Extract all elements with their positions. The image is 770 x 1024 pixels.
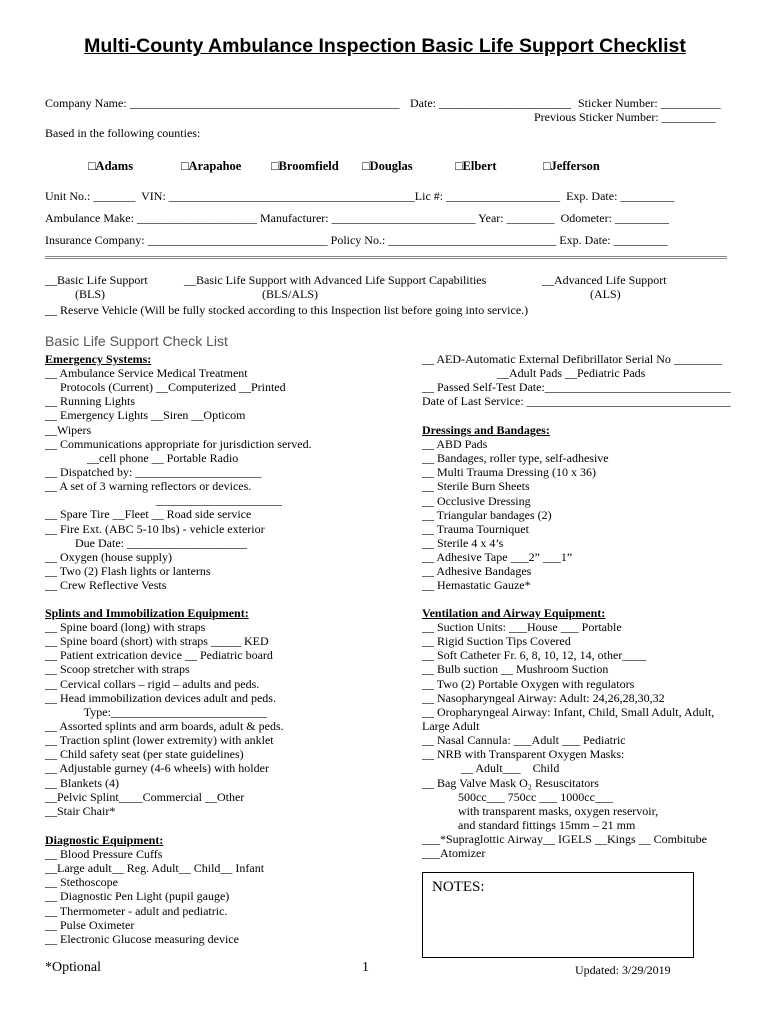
checklist-item[interactable]: Protocols (Current) __Computerized __Printed	[45, 380, 286, 395]
county-checkbox-douglas[interactable]: □Douglas	[362, 159, 413, 173]
company-name-field[interactable]: Company Name: _____________________________________________	[45, 96, 400, 110]
emergency-list	[45, 366, 312, 592]
checklist-item[interactable]: __ Two (2) Portable Oxygen with regulators	[422, 676, 635, 691]
county-checkbox-elbert[interactable]: □Elbert	[455, 159, 497, 173]
unit-vin-row[interactable]: Unit No.: _______ VIN: _________________________________________Lic #: ___________________ Exp. Date: _________	[45, 189, 675, 203]
checklist-item[interactable]: __ Communications appropriate for jurisdiction served.	[45, 436, 312, 451]
county-checkbox-jefferson[interactable]: □Jefferson	[543, 159, 600, 173]
checklist-item[interactable]: __ Adhesive Tape ___2” ___1”	[422, 550, 573, 565]
checklist-item[interactable]: 500cc___ 750cc ___ 1000cc___	[422, 789, 613, 804]
checklist-item[interactable]: __ NRB with Transparent Oxygen Masks:	[422, 747, 625, 762]
checklist-item[interactable]: __ Nasopharyngeal Airway: Adult: 24,26,28,30,32	[422, 690, 665, 705]
level-bls-option[interactable]: __Basic Life Support (BLS)	[45, 273, 148, 302]
checklist-item[interactable]: __ Stethoscope	[45, 875, 118, 890]
notes-label: NOTES:	[432, 879, 485, 895]
ventilation-heading: Ventilation and Airway Equipment:	[422, 606, 606, 620]
checklist-item[interactable]: Date of Last Service: __________________________________	[422, 394, 731, 409]
checklist-item[interactable]: __ Bulb suction __ Mushroom Suction	[422, 662, 609, 677]
insurance-row[interactable]: Insurance Company: ______________________________ Policy No.: ____________________________ Exp. Date: _________	[45, 233, 668, 247]
checklist-item[interactable]: __Pelvic Splint____Commercial __Other	[45, 789, 245, 804]
checklist-item[interactable]: __ Fire Ext. (ABC 5-10 lbs) - vehicle exterior	[45, 521, 265, 536]
checklist-item[interactable]: __ Adhesive Bandages	[422, 564, 532, 579]
checklist-item[interactable]: __ Patient extrication device __ Pediatric board	[45, 648, 273, 663]
checklist-item[interactable]: __ Traction splint (lower extremity) with anklet	[45, 733, 274, 748]
checklist-item[interactable]: __ Spine board (long) with straps	[45, 620, 206, 634]
checklist-item[interactable]: __ Nasal Cannula: ___Adult ___ Pediatric	[422, 733, 626, 748]
checklist-item[interactable]: __ Crew Reflective Vests	[45, 578, 167, 593]
checklist-item[interactable]: __ Rigid Suction Tips Covered	[422, 634, 571, 649]
checklist-item[interactable]: Type:__________________________	[45, 704, 267, 719]
checklist-item[interactable]: __ Spine board (short) with straps _____ KED	[45, 634, 269, 649]
checklist-item[interactable]: __Adult Pads __Pediatric Pads	[422, 366, 646, 381]
checklist-item[interactable]: __ Dispatched by: _____________________	[45, 464, 262, 479]
checklist-item[interactable]: __ Scoop stretcher with straps	[45, 662, 190, 677]
checklist-item[interactable]: __ Spare Tire __Fleet __ Road side service	[45, 507, 252, 522]
checklist-item[interactable]: __ Electronic Glucose measuring device	[45, 931, 239, 946]
updated-date: Updated: 3/29/2019	[575, 963, 671, 977]
checklist-item[interactable]: __ Running Lights	[45, 394, 136, 409]
checklist-item[interactable]: __Stair Chair*	[45, 803, 116, 818]
checklist-item[interactable]: __ Adult___ Child	[422, 761, 560, 776]
checklist-item[interactable]: __ ABD Pads	[422, 437, 488, 451]
checklist-item[interactable]: Large Adult	[422, 718, 480, 733]
emergency-heading: Emergency Systems:	[45, 352, 152, 366]
page-title: Multi-County Ambulance Inspection Basic Life Support Checklist	[84, 35, 686, 57]
county-checkbox-arapahoe[interactable]: □Arapahoe	[181, 159, 242, 173]
checklist-item[interactable]: __ Sterile 4 x 4’s	[422, 535, 504, 550]
checklist-item[interactable]: __ Ambulance Service Medical Treatment	[45, 366, 248, 380]
checklist-item[interactable]: __Wipers	[45, 422, 92, 437]
level-bls-als-option[interactable]: __Basic Life Support with Advanced Life Support Capabilities (BLS/ALS)	[184, 273, 487, 302]
checklist-item[interactable]: __ Passed Self-Test Date:_______________________________	[422, 380, 731, 395]
splints-list	[45, 620, 284, 818]
checklist-item[interactable]: __ Suction Units: ___House ___ Portable	[422, 620, 622, 634]
reserve-vehicle-option[interactable]: __ Reserve Vehicle (Will be fully stocked according to this Inspection list before going into service.)	[45, 303, 529, 317]
checklist-item[interactable]: _____________________	[45, 493, 282, 508]
county-checkbox-adams[interactable]: □Adams	[88, 159, 134, 173]
checklist-item[interactable]: __cell phone __ Portable Radio	[45, 450, 239, 465]
checklist-item[interactable]: __ Blood Pressure Cuffs	[45, 847, 163, 861]
aed-list	[422, 352, 731, 409]
checklist-item[interactable]: __ Trauma Tourniquet	[422, 521, 529, 536]
dressings-heading: Dressings and Bandages:	[422, 423, 550, 437]
checklist-item[interactable]: __ Blankets (4)	[45, 775, 119, 790]
dressings-list	[422, 437, 609, 593]
splints-heading: Splints and Immobilization Equipment:	[45, 606, 249, 620]
level-als-option[interactable]: __Advanced Life Support (ALS)	[542, 273, 667, 302]
checklist-item[interactable]: __ Multi Trauma Dressing (10 x 36)	[422, 465, 596, 480]
optional-footnote: *Optional	[45, 960, 101, 975]
section-title: Basic Life Support Check List	[45, 333, 228, 349]
checklist-item[interactable]: __ Adjustable gurney (4-6 wheels) with holder	[45, 761, 269, 776]
checklist-item[interactable]: ___*Supraglottic Airway__ IGELS __Kings __ Combitube	[422, 832, 707, 847]
diagnostic-list	[45, 847, 264, 946]
sticker-number-field[interactable]: Sticker Number: __________	[578, 96, 721, 110]
ventilation-list	[422, 620, 714, 860]
ambulance-make-row[interactable]: Ambulance Make: ____________________ Manufacturer: ________________________ Year: ________ Odometer: _________	[45, 211, 669, 225]
checklist-item[interactable]: __ Diagnostic Pen Light (pupil gauge)	[45, 889, 230, 904]
checklist-item[interactable]: __ Soft Catheter Fr. 6, 8, 10, 12, 14, other____	[422, 648, 647, 663]
checklist-item[interactable]: __ Cervical collars – rigid – adults and peds.	[45, 676, 260, 691]
checklist-item[interactable]: __ Hemastatic Gauze*	[422, 578, 531, 593]
checklist-item[interactable]: Due Date: ____________________	[45, 535, 247, 550]
checklist-item[interactable]: ___Atomizer	[422, 846, 486, 861]
diagnostic-heading: Diagnostic Equipment:	[45, 833, 164, 847]
checklist-item[interactable]: __ Pulse Oximeter	[45, 917, 135, 932]
checklist-item[interactable]: __Large adult__ Reg. Adult__ Child__ Infant	[45, 861, 265, 876]
checklist-item[interactable]: __ Sterile Burn Sheets	[422, 479, 530, 494]
checklist-item[interactable]: __ Assorted splints and arm boards, adult & peds.	[45, 718, 284, 733]
checklist-item[interactable]: and standard fittings 15mm – 21 mm	[422, 817, 636, 832]
checklist-item[interactable]: __ AED-Automatic External Defibrillator Serial No ________	[422, 352, 722, 366]
checklist-item[interactable]: __ A set of 3 warning reflectors or devices.	[45, 479, 252, 494]
checklist-item[interactable]: __ Two (2) Flash lights or lanterns	[45, 563, 211, 578]
date-field[interactable]: Date: ______________________	[410, 96, 571, 110]
checklist-item[interactable]: __ Occlusive Dressing	[422, 493, 531, 508]
checklist-item[interactable]: __ Thermometer - adult and pediatric.	[45, 903, 228, 918]
checklist-item[interactable]: __ Triangular bandages (2)	[422, 507, 552, 522]
checklist-item[interactable]: __ Bag Valve Mask O₂ Resuscitators	[422, 775, 599, 790]
checklist-item[interactable]: with transparent masks, oxygen reservoir,	[422, 803, 659, 818]
checklist-item[interactable]: __ Bandages, roller type, self-adhesive	[422, 451, 609, 466]
previous-sticker-number-field[interactable]: Previous Sticker Number: _________	[534, 110, 716, 124]
checklist-item[interactable]: __ Child safety seat (per state guidelines)	[45, 747, 244, 762]
county-checkbox-broomfield[interactable]: □Broomfield	[271, 159, 339, 173]
checklist-item[interactable]: __ Oxygen (house supply)	[45, 549, 172, 564]
checklist-item[interactable]: __ Head immobilization devices adult and peds.	[45, 690, 276, 705]
checklist-item[interactable]: __ Oropharyngeal Airway: Infant, Child, Small Adult, Adult,	[422, 704, 715, 719]
counties-label: Based in the following counties:	[45, 126, 201, 140]
page-number: 1	[362, 960, 369, 975]
notes-box[interactable]	[422, 872, 694, 958]
checklist-item[interactable]: __ Emergency Lights __Siren __Opticom	[45, 408, 246, 423]
divider	[45, 256, 727, 259]
